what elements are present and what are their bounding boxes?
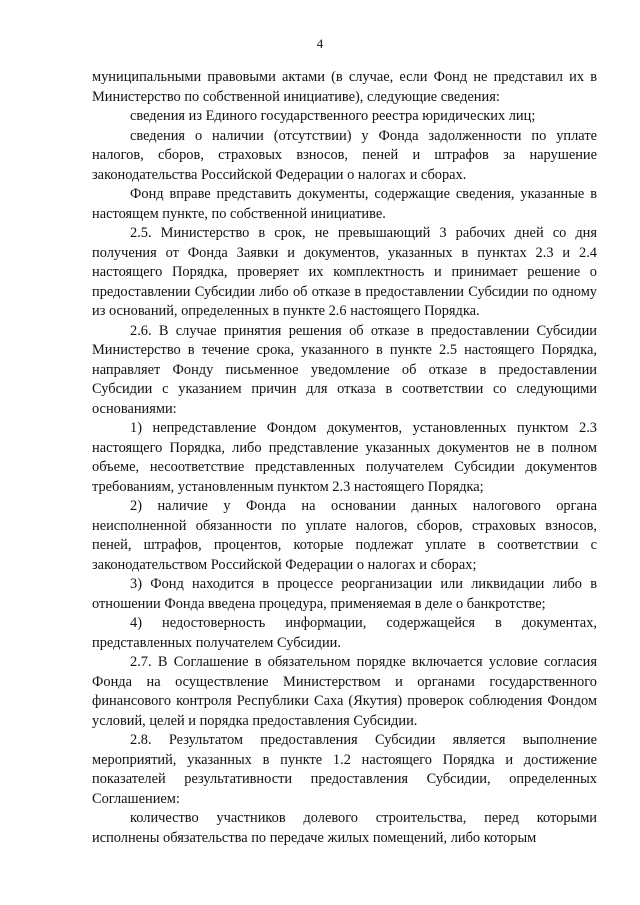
paragraph: 2.5. Министерство в срок, не превышающий 3 рабочих дней со дня получения от Фонда Заявки и документов, указанных в пунктах 2.3 и 2.4 настоящего Порядка, проверяет их комплектность и принимает решение о предоставлении Субсидии либо об отказе в предоставлении Субсидии по одному из оснований, определенных в пункте 2.6 настоящего Порядка. — [92, 225, 597, 319]
paragraph: 4) недостоверность информации, содержащейся в документах, представленных получателем Субсидии. — [92, 615, 597, 651]
paragraph: количество участников долевого строительства, перед которыми исполнены обязательства по передаче жилых помещений, либо которым — [92, 810, 597, 846]
paragraph: 3) Фонд находится в процессе реорганизации или ликвидации либо в отношении Фонда введена процедура, применяемая в деле о банкротстве; — [92, 576, 597, 612]
paragraph: 2.8. Результатом предоставления Субсидии является выполнение мероприятий, указанных в пункте 1.2 настоящего Порядка и достижение показателей результативности предоставления Субсидии, определенных Соглашением: — [92, 732, 597, 807]
paragraph: 2) наличие у Фонда на основании данных налогового органа неисполненной обязанности по уплате налогов, сборов, страховых взносов, пеней, штрафов, процентов, которые подлежат уплате в соответствии с законодательством Российской Федерации о налогах и сборах; — [92, 498, 597, 573]
paragraph: Фонд вправе представить документы, содержащие сведения, указанные в настоящем пункте, по собственной инициативе. — [92, 186, 597, 222]
paragraph: сведения о наличии (отсутствии) у Фонда задолженности по уплате налогов, сборов, страховых взносов, пеней и штрафов за нарушение законодательства Российской Федерации о налогах и сборах. — [92, 127, 597, 183]
document-body — [92, 68, 597, 848]
paragraph: 2.6. В случае принятия решения об отказе в предоставлении Субсидии Министерство в течение срока, указанного в пункте 2.5 настоящего Порядка, направляет Фонду письменное уведомление об отказе в предоставлении Субсидии с указанием причин для отказа в соответствии со следующими основаниями: — [92, 322, 597, 417]
paragraph: муниципальными правовыми актами (в случае, если Фонд не представил их в Министерство по собственной инициативе), следующие сведения: — [92, 69, 597, 105]
paragraph: 2.7. В Соглашение в обязательном порядке включается условие согласия Фонда на осуществление Министерством и органами государственного финансового контроля Республики Саха (Якутия) проверок соблюдения Фондом условий, целей и порядка предоставления Субсидии. — [92, 654, 597, 729]
page-number: 4 — [316, 36, 324, 51]
paragraph: сведения из Единого государственного реестра юридических лиц; — [130, 108, 536, 124]
paragraph: 1) непредставление Фондом документов, установленных пунктом 2.3 настоящего Порядка, либо представление указанных документов не в полном объеме, несоответствие представленных получателем Субсидии документов требованиям, установленным пунктом 2.3 настоящего Порядка; — [92, 420, 597, 495]
